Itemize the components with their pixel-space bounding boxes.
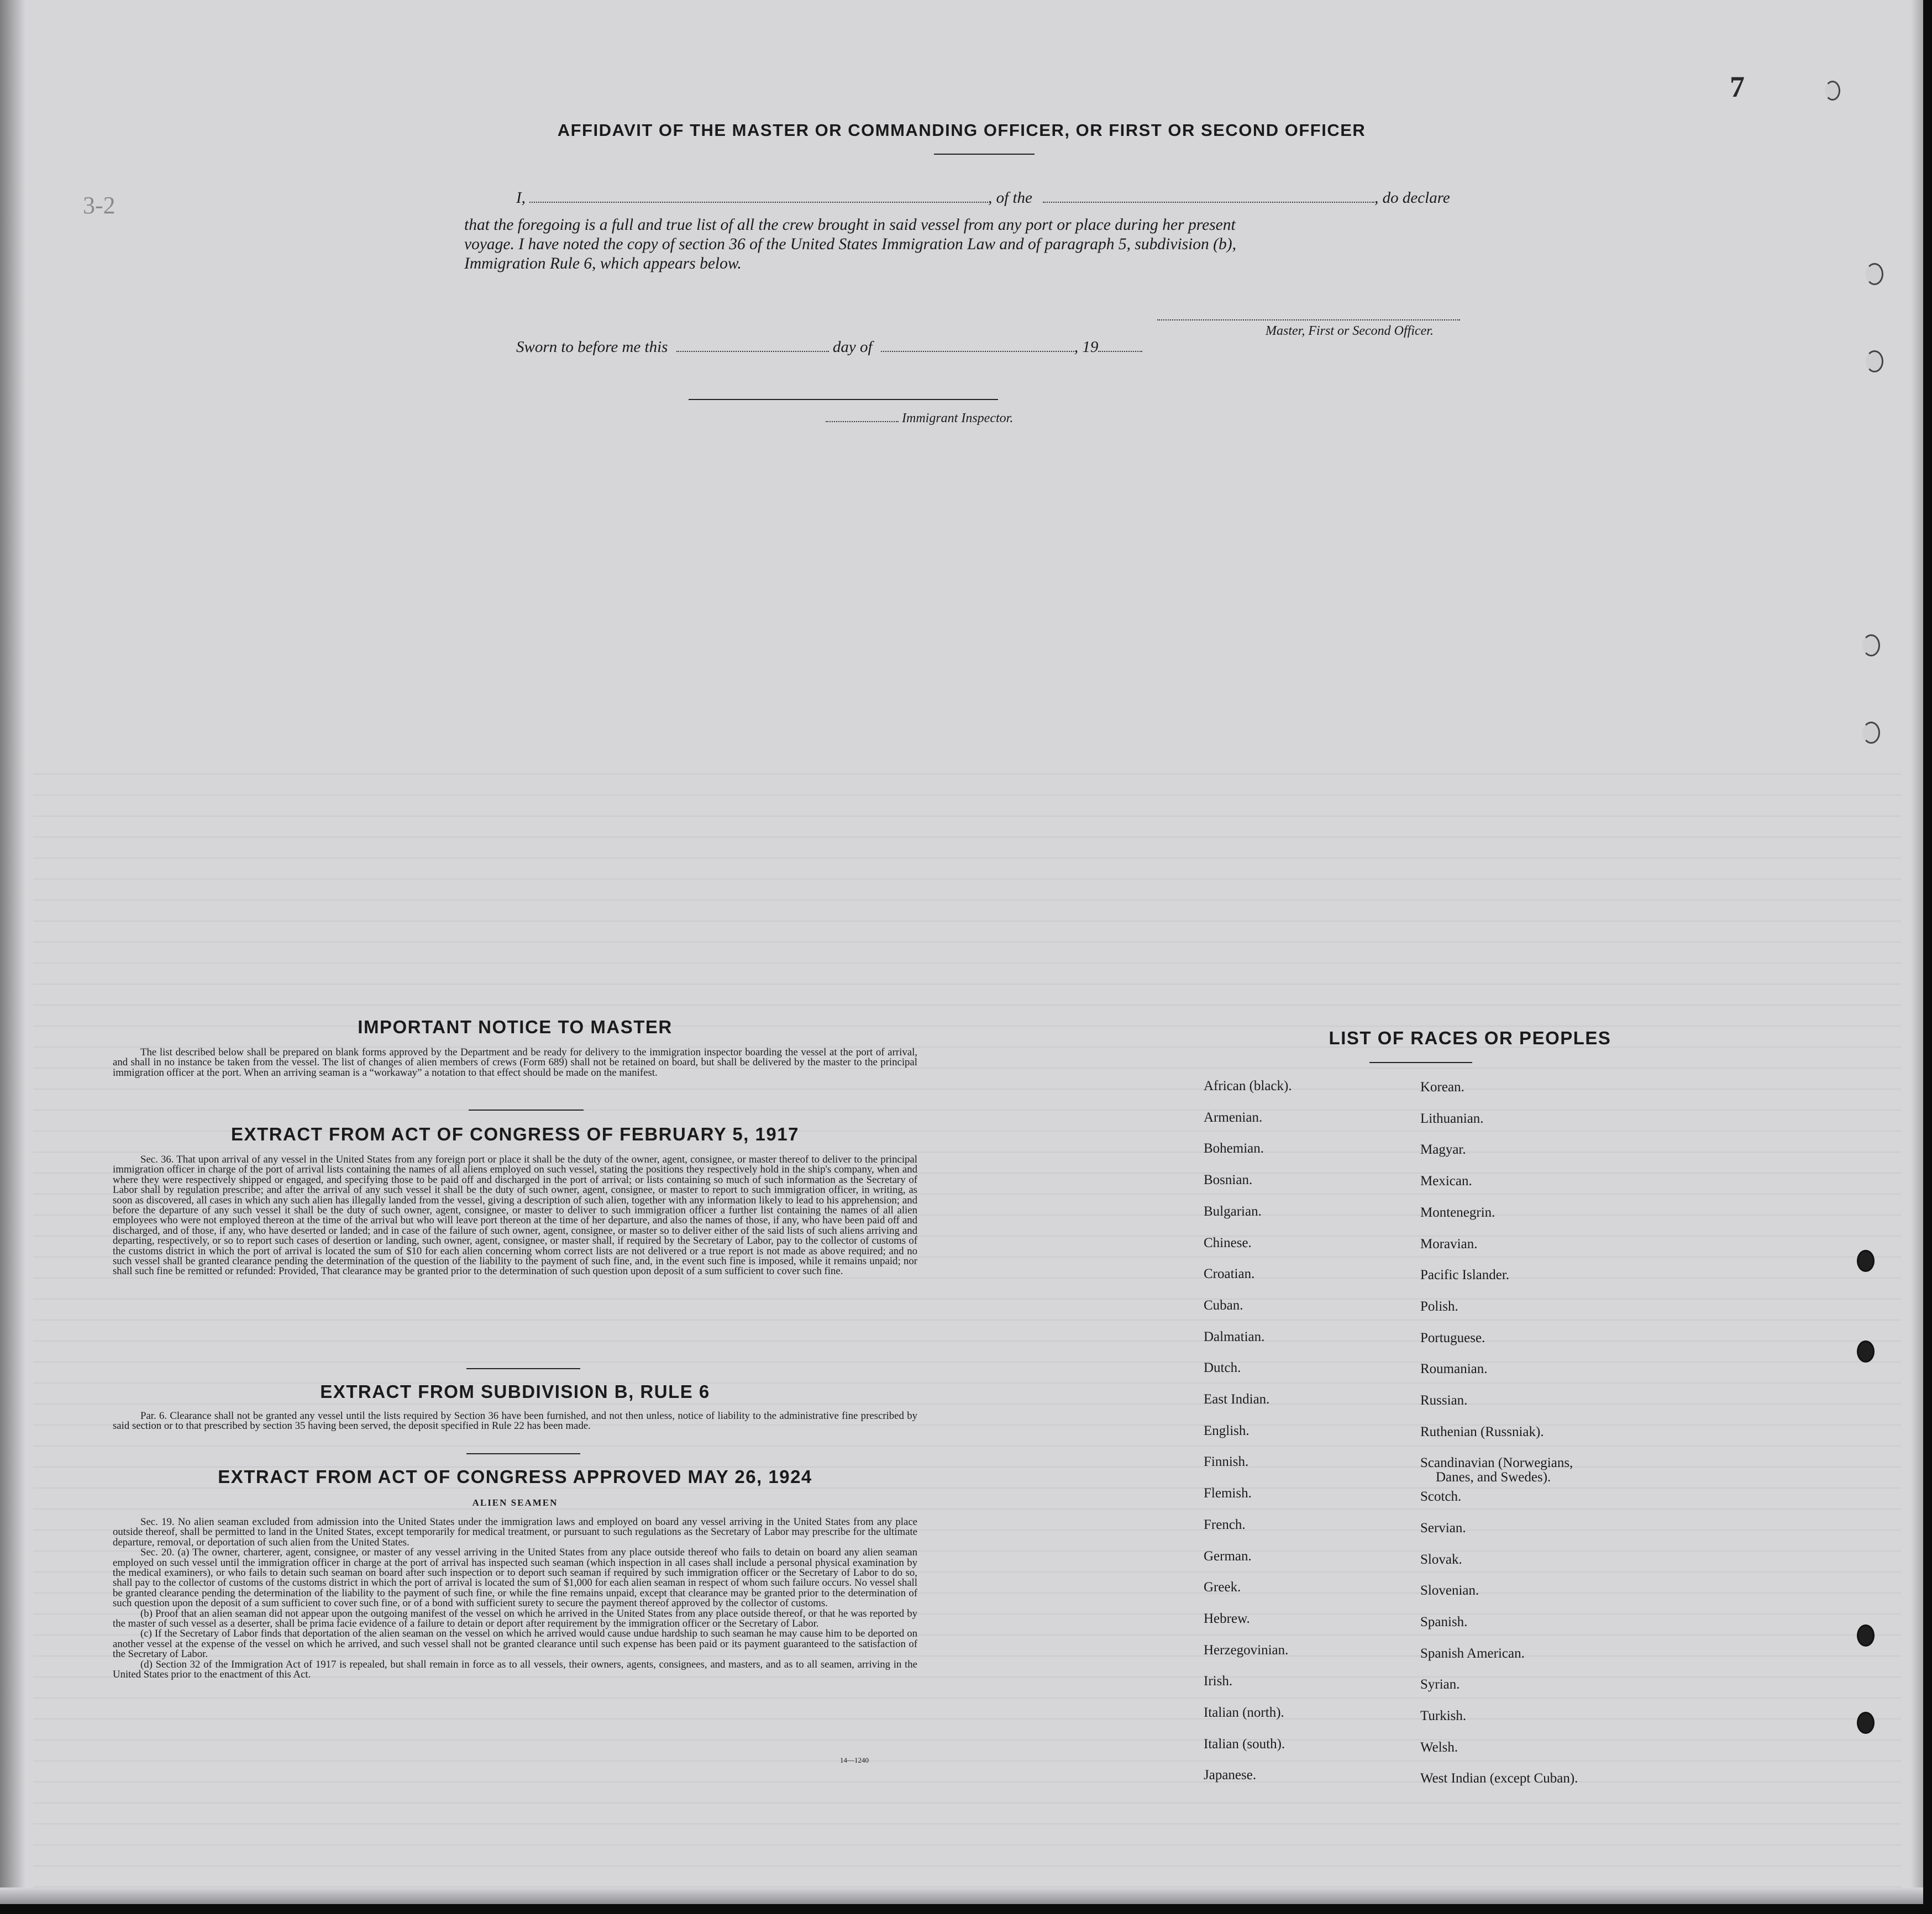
race-item: Cuban. xyxy=(1204,1297,1243,1313)
race-item: Dalmatian. xyxy=(1204,1329,1265,1344)
corner-number: 7 xyxy=(1730,70,1745,103)
race-item: Danes, and Swedes). xyxy=(1436,1470,1551,1485)
race-item: African (black). xyxy=(1204,1079,1292,1093)
statement-line: voyage. I have noted the copy of section 36 of the United States Immigration Law and of paragraph 5, subdivision (b), xyxy=(464,235,1236,253)
race-item: Lithuanian. xyxy=(1420,1111,1484,1126)
race-item: Bulgarian. xyxy=(1204,1203,1262,1219)
extract-1924-title: EXTRACT FROM ACT OF CONGRESS APPROVED MAY 26, 1924 xyxy=(218,1466,812,1487)
race-item: Italian (south). xyxy=(1204,1736,1285,1752)
ghost-line xyxy=(33,1005,1901,1006)
inspector-name-blank[interactable] xyxy=(826,421,899,422)
notice-text: The list described below shall be prepared on blank forms approved by the Department and be ready for delivery to the immigration inspector boarding the vessel at the port of arrival, and shall in no instance be taken from the vessel. The list of changes of alien members of crews (Form 689) shall not be retained on board, but shall be delivered by the master to the principal immigration officer at the port. When an arriving seaman is a “workaway” a notation to that effect should be made on the manifest. xyxy=(113,1047,917,1079)
sworn-label: Sworn to before me this xyxy=(516,338,668,356)
extract-1917-title: EXTRACT FROM ACT OF CONGRESS OF FEBRUARY 5, 1917 xyxy=(231,1124,799,1144)
vessel-blank[interactable] xyxy=(1043,202,1374,203)
race-item: Slovenian. xyxy=(1420,1583,1479,1598)
ghost-line xyxy=(33,1508,1901,1510)
ghost-line xyxy=(33,963,1901,964)
race-item: Russian. xyxy=(1420,1393,1468,1408)
ghost-line xyxy=(33,1151,1901,1153)
notice-body xyxy=(113,1048,917,1078)
affidavit-statement xyxy=(464,215,1236,274)
page-left-edge xyxy=(0,0,25,1904)
ghost-line xyxy=(33,1340,1901,1342)
rule-6-title: EXTRACT FROM SUBDIVISION B, RULE 6 xyxy=(320,1381,710,1402)
page-right-edge xyxy=(1911,0,1923,1904)
ghost-line xyxy=(33,1823,1901,1824)
race-item: Japanese. xyxy=(1204,1768,1257,1783)
race-item: Slovak. xyxy=(1420,1552,1462,1567)
ghost-line xyxy=(33,1277,1901,1279)
race-item: Roumanian. xyxy=(1420,1361,1488,1377)
ghost-line xyxy=(33,1403,1901,1405)
ghost-line xyxy=(33,858,1901,859)
section-divider xyxy=(469,1110,584,1111)
of-the-label: , of the xyxy=(988,189,1032,207)
race-item: Bosnian. xyxy=(1204,1172,1253,1188)
race-item: French. xyxy=(1204,1517,1246,1532)
ghost-line xyxy=(33,1802,1901,1803)
race-item: Turkish. xyxy=(1420,1708,1467,1723)
section-divider xyxy=(466,1368,580,1369)
race-item: East Indian. xyxy=(1204,1392,1270,1407)
inspector-label: Immigrant Inspector. xyxy=(902,411,1014,425)
year-blank[interactable] xyxy=(1098,351,1142,352)
race-item: Finnish. xyxy=(1204,1454,1249,1470)
binder-hole xyxy=(1857,1712,1875,1734)
race-item: Magyar. xyxy=(1420,1142,1466,1158)
ghost-line xyxy=(33,900,1901,901)
ghost-line xyxy=(33,1844,1901,1845)
affidavit-title: AFFIDAVIT OF THE MASTER OR COMMANDING OFFICER, OR FIRST OR SECOND OFFICER xyxy=(557,120,1366,140)
page-bottom-edge xyxy=(0,1887,1923,1904)
sec-19-text: Sec. 19. No alien seaman excluded from admission into the United States under the immigration laws and employed on board any vessel arriving in the United States from any place outside thereof, shall be permitted to land in the United States, except temporarily for medical treatment, or pursuant to such regulations as the Secretary of Labor may prescribe for the ultimate departure, removal, or deportation of such alien from the United States. xyxy=(113,1516,917,1548)
ghost-line xyxy=(33,1760,1901,1761)
race-item: Welsh. xyxy=(1420,1739,1458,1755)
race-item: Montenegrin. xyxy=(1420,1205,1495,1220)
race-item: Spanish. xyxy=(1420,1614,1468,1629)
race-item: Hebrew. xyxy=(1204,1611,1250,1626)
ghost-line xyxy=(33,1319,1901,1321)
ghost-line xyxy=(33,816,1901,817)
master-signature-label: Master, First or Second Officer. xyxy=(1266,324,1434,338)
race-item: Korean. xyxy=(1420,1080,1464,1095)
race-item: Mexican. xyxy=(1420,1174,1472,1189)
section-36-text: Sec. 36. That upon arrival of any vessel in the United States from any foreign port or place it shall be the duty of the owner, agent, consignee, or master thereof to deliver to the principal immigration officer in charge of the port of arrival lists containing the names of all aliens employed on such vessel, stating the positions they respectively hold in the ship's company, when and where they were respectively shipped or engaged, and specifying those to be paid off and discharged in the port of arrival; or lists containing so much of such information as the Secretary of Labor shall by regulation prescribe; and after the arrival of any such vessel it shall be the duty of such owner, agent, consignee, or master to report to such immigration officer, in writing, as soon as discovered, all cases in which any such alien has illegally landed from the vessel, giving a description of such alien, together with any information likely to lead to his apprehension; and before the departure of any such vessel it shall be the duty of such owner, agent, consignee, or master to deliver to such immigration officer a further list containing the names of all alien employees who were not employed thereon at the time of the arrival but who will leave port thereon at the time of her departure, and also the names of those, if any, who have been paid off and discharged, and of those, if any, who have deserted or landed; and in case of the failure of such owner, agent, consignee, or master so to deliver either of the said lists of such aliens arriving and departing, respectively, or so to report such cases of desertion or landing, such owner, agent, consignee, or master shall, if required by the Secretary of Labor, pay to the collector of customs of the customs district in which the port of arrival is located the sum of $10 for each alien concerning whom correct lists are not delivered or a true report is not made as above required; and no such vessel shall be granted clearance pending the determination of the question of the liability to the payment of such fine, and, in the event such fine is imposed, while it remains unpaid; nor shall such fine be remitted or refunded: Provided, That clearance may be granted prior to the determination of such question upon deposit of a sum sufficient to cover such fine. xyxy=(113,1154,917,1277)
race-item: West Indian (except Cuban). xyxy=(1420,1771,1578,1786)
race-item: Herzegovinian. xyxy=(1204,1642,1289,1658)
month-blank[interactable] xyxy=(881,351,1074,352)
par-6-text: Par. 6. Clearance shall not be granted any vessel until the lists required by Section 36 have been furnished, and not then unless, notice of liability to the administrative fine prescribed by said section or to that prescribed by section 35 having been served, the deposit specified in Rule 22 has been made. xyxy=(113,1410,917,1432)
form-number: 14—1240 xyxy=(840,1756,869,1764)
notice-title: IMPORTANT NOTICE TO MASTER xyxy=(358,1017,673,1037)
sec-20b-text: (b) Proof that an alien seaman did not appear upon the outgoing manifest of the vessel on which he arrived in the United States from any place outside thereof, or that he was reported by the master of such vessel as a deserter, shall be prima facie evidence of a failure to detain or deport after requirement by the immigration officer or the Secretary of Labor. xyxy=(113,1607,917,1630)
race-item: Moravian. xyxy=(1420,1236,1478,1252)
extract-1924-body xyxy=(113,1517,917,1680)
statement-line: Immigration Rule 6, which appears below. xyxy=(464,255,742,272)
ghost-line xyxy=(33,1110,1901,1111)
ghost-line xyxy=(33,795,1901,796)
do-declare-label: , do declare xyxy=(1374,189,1450,207)
sec-20d-text: (d) Section 32 of the Immigration Act of 1917 is repealed, but shall remain in force as to all vessels, their owners, agents, consignees, and masters, and as to all seamen, arriving in the United States prior to the enactment of this Act. xyxy=(113,1658,917,1681)
title-underline xyxy=(934,154,1035,155)
rule-6-body xyxy=(113,1411,917,1432)
statement-line: that the foregoing is a full and true list of all the crew brought in said vessel from any port or place during her present xyxy=(464,216,1236,234)
race-item: Italian (north). xyxy=(1204,1705,1284,1720)
ghost-line xyxy=(33,1781,1901,1782)
ghost-line xyxy=(33,879,1901,880)
ghost-line xyxy=(33,1886,1901,1887)
margin-number: 3-2 xyxy=(83,192,116,219)
race-item: German. xyxy=(1204,1548,1252,1564)
year-label: , 19 xyxy=(1074,338,1099,356)
ghost-line xyxy=(33,1089,1901,1090)
binder-hole xyxy=(1866,263,1883,285)
ghost-line xyxy=(33,1298,1901,1300)
race-item: Chinese. xyxy=(1204,1235,1252,1250)
binder-hole xyxy=(1825,81,1840,101)
ghost-line xyxy=(33,1487,1901,1489)
i-label: I, xyxy=(516,189,526,207)
inspector-signature-line[interactable] xyxy=(689,399,998,400)
race-item: Polish. xyxy=(1420,1298,1458,1314)
race-item: English. xyxy=(1204,1423,1250,1438)
name-blank[interactable] xyxy=(529,202,988,203)
ghost-line xyxy=(33,921,1901,922)
binder-hole xyxy=(1857,1250,1875,1272)
races-title-underline xyxy=(1369,1062,1472,1063)
sec-20c-text: (c) If the Secretary of Labor finds that deportation of the alien seaman on the vessel on which he arrived would cause undue hardship to such seaman he may cause him to be deported on another vessel at the expense of the vessel on which he arrived, and such vessel shall not be granted clearance until such expense has been paid or its payment guaranteed to the satisfaction of the Secretary of Labor. xyxy=(113,1628,917,1660)
day-blank[interactable] xyxy=(676,351,829,352)
race-item: Scotch. xyxy=(1420,1489,1462,1505)
race-item: Pacific Islander. xyxy=(1420,1268,1510,1283)
master-signature-line[interactable] xyxy=(1157,319,1460,320)
inspector-line xyxy=(826,411,1013,426)
race-item: Dutch. xyxy=(1204,1360,1241,1376)
race-item: Flemish. xyxy=(1204,1486,1252,1501)
sec-20a-text: Sec. 20. (a) The owner, charterer, agent, consignee, or master of any vessel arriving in the United States from any place outside thereof who fails to detain on board any alien seaman employed on such vessel until the immigration officer in charge at the port of arrival has inspected such seaman (which inspection in all cases shall include a personal physical examination by the medical examiners), or who fails to detain such seaman on board after such inspection or to deport such seaman if required by such immigration officer or the Secretary of Labor to do so, shall pay to the collector of customs of the customs district in which the port of arrival is located the sum of $1,000 for each alien seaman in respect of whom such failure occurs. No vessel shall be granted clearance pending the determination of the liability to the payment of such fine, or while the fine remains unpaid, except that clearance may be granted prior to the determination of such question upon the deposit of a sum sufficient to cover such fine, or of a bond with sufficient surety to secure the payment thereof approved by the collector of customs. xyxy=(113,1547,917,1610)
alien-seamen-subtitle: ALIEN SEAMEN xyxy=(472,1497,558,1508)
ghost-line xyxy=(33,1739,1901,1741)
ghost-line xyxy=(33,1445,1901,1447)
affidavit-i-line xyxy=(516,189,1450,207)
race-item: Irish. xyxy=(1204,1674,1233,1689)
section-divider xyxy=(466,1453,580,1454)
ghost-line xyxy=(33,1865,1901,1866)
race-item: Ruthenian (Russniak). xyxy=(1420,1424,1544,1439)
binder-hole xyxy=(1862,722,1880,744)
race-item: Scandinavian (Norwegians, xyxy=(1420,1455,1573,1471)
binder-hole xyxy=(1857,1624,1875,1647)
extract-1917-body xyxy=(113,1155,917,1277)
binder-hole xyxy=(1866,350,1883,372)
binder-hole xyxy=(1862,634,1880,656)
ghost-line xyxy=(33,1697,1901,1699)
day-of-label: day of xyxy=(832,338,873,356)
race-item: Bohemian. xyxy=(1204,1141,1264,1156)
ghost-line xyxy=(33,942,1901,943)
ghost-line xyxy=(33,774,1901,775)
race-item: Croatian. xyxy=(1204,1266,1255,1282)
race-item: Servian. xyxy=(1420,1520,1466,1536)
race-item: Greek. xyxy=(1204,1580,1241,1595)
races-title: LIST OF RACES OR PEOPLES xyxy=(1329,1028,1611,1048)
race-item: Spanish American. xyxy=(1420,1645,1525,1661)
ghost-line xyxy=(33,1718,1901,1720)
binder-hole xyxy=(1857,1340,1875,1363)
race-item: Syrian. xyxy=(1420,1677,1460,1692)
ghost-line xyxy=(33,1361,1901,1363)
race-item: Armenian. xyxy=(1204,1110,1263,1125)
race-item: Portuguese. xyxy=(1420,1330,1485,1345)
sworn-line xyxy=(516,338,1142,356)
ghost-line xyxy=(33,837,1901,838)
ghost-line xyxy=(33,984,1901,985)
